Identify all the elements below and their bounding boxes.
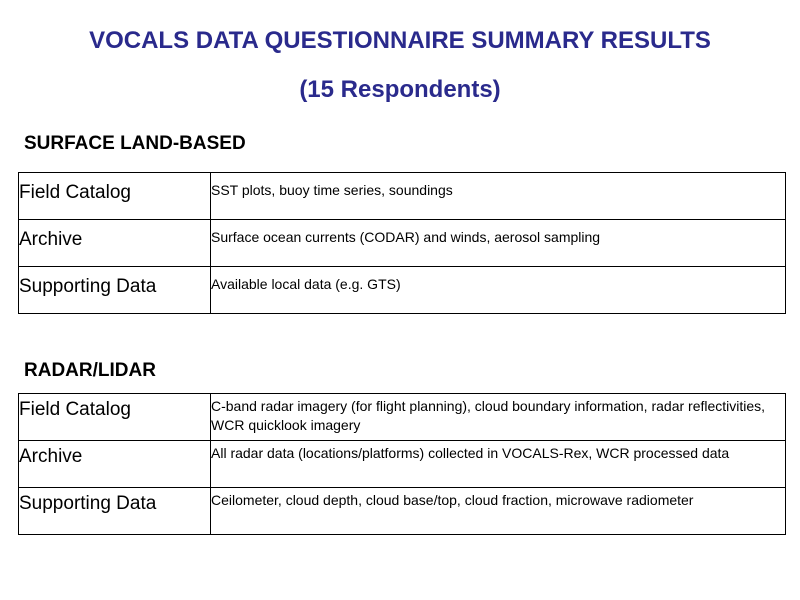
row-category: Supporting Data [19, 488, 211, 535]
row-description: All radar data (locations/platforms) collected in VOCALS-Rex, WCR processed data [211, 441, 786, 488]
row-description: C-band radar imagery (for flight planning), cloud boundary information, radar reflectivities, WCR quicklook imagery [211, 394, 786, 441]
row-description: SST plots, buoy time series, soundings [211, 173, 786, 220]
surface-land-based-table [18, 172, 786, 314]
radar-lidar-table [18, 393, 786, 535]
table-row [19, 488, 786, 535]
row-description: Available local data (e.g. GTS) [211, 267, 786, 314]
row-description: Surface ocean currents (CODAR) and winds, aerosol sampling [211, 220, 786, 267]
table-row [19, 220, 786, 267]
row-category: Field Catalog [19, 394, 211, 441]
row-category: Archive [19, 220, 211, 267]
row-category: Field Catalog [19, 173, 211, 220]
table-row [19, 394, 786, 441]
row-category: Archive [19, 441, 211, 488]
section-heading-surface-land-based: SURFACE LAND-BASED [24, 133, 246, 154]
page-title: VOCALS DATA QUESTIONNAIRE SUMMARY RESULTS [89, 27, 711, 54]
section-heading-radar-lidar: RADAR/LIDAR [24, 360, 156, 381]
table-row [19, 267, 786, 314]
page-subtitle: (15 Respondents) [299, 76, 501, 103]
table-row [19, 173, 786, 220]
table-row [19, 441, 786, 488]
row-category: Supporting Data [19, 267, 211, 314]
row-description: Ceilometer, cloud depth, cloud base/top, cloud fraction, microwave radiometer [211, 488, 786, 535]
